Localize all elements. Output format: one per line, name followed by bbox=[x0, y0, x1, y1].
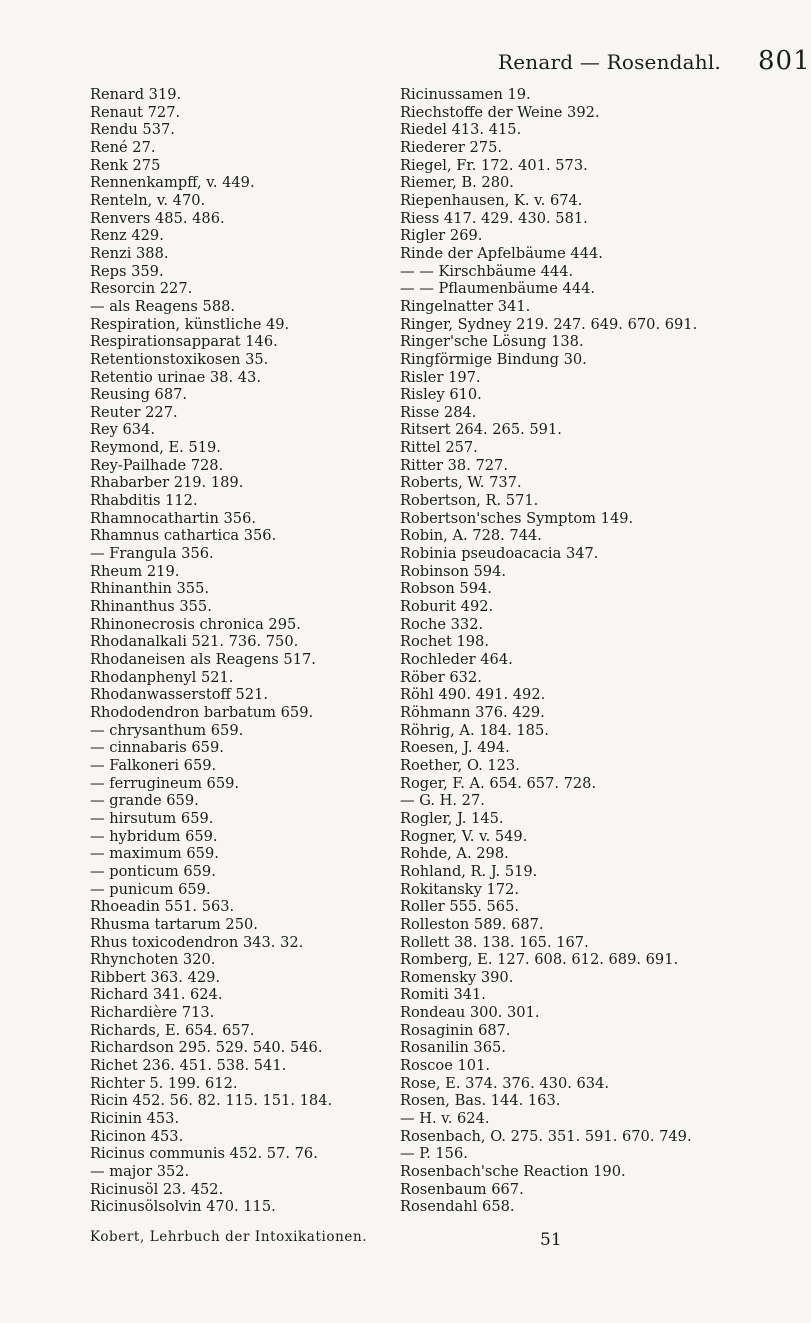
index-entry: Rollett 38. 138. 165. 167. bbox=[400, 933, 589, 951]
index-entry: Ringelnatter 341. bbox=[400, 297, 531, 315]
index-entry: — maximum 659. bbox=[90, 845, 219, 863]
index-entry: Rhabditis 112. bbox=[90, 492, 198, 510]
index-entry: Rhodaneisen als Reagens 517. bbox=[90, 651, 316, 668]
index-entry: Romensky 390. bbox=[400, 968, 514, 986]
index-entry: — chrysanthum 659. bbox=[90, 721, 244, 739]
index-entry: Röhmann 376. 429. bbox=[400, 703, 545, 721]
index-entry: Renzi 388. bbox=[90, 244, 169, 262]
index-entry: Rhinanthus 355. bbox=[90, 598, 212, 616]
index-entry: — hirsutum 659. bbox=[90, 809, 214, 827]
index-entry: Rochet 198. bbox=[400, 633, 489, 651]
index-entry: Richter 5. 199. 612. bbox=[90, 1074, 238, 1092]
index-entry: Rhodanalkali 521. 736. 750. bbox=[90, 633, 299, 651]
index-entry: Richards, E. 654. 657. bbox=[90, 1021, 255, 1039]
index-entry: Roesen, J. 494. bbox=[400, 739, 510, 757]
index-entry: — Frangula 356. bbox=[90, 545, 214, 563]
index-entry: Ricinus communis 452. 57. 76. bbox=[90, 1145, 318, 1163]
index-entry: Rondeau 300. 301. bbox=[400, 1004, 540, 1022]
index-entry: Ringer, Sydney 219. 247. 649. 670. 691. bbox=[400, 315, 698, 333]
index-entry: Renvers 485. 486. bbox=[90, 209, 225, 227]
index-entry: Roberts, W. 737. bbox=[400, 474, 522, 492]
index-entry: Röber 632. bbox=[400, 668, 482, 686]
index-entry: Retentionstoxikosen 35. bbox=[90, 350, 269, 368]
index-entry: Rohde, A. 298. bbox=[400, 845, 509, 863]
index-entry: — cinnabaris 659. bbox=[90, 739, 224, 757]
index-entry: Ritter 38. 727. bbox=[400, 456, 508, 474]
index-entry: Rheum 219. bbox=[90, 562, 180, 580]
index-entry: Ricinussamen 19. bbox=[400, 86, 531, 103]
index-entry: Ringer'sche Lösung 138. bbox=[400, 333, 584, 351]
index-entry: Ribbert 363. 429. bbox=[90, 968, 221, 986]
index-column-left bbox=[90, 86, 400, 1216]
index-entry: Reuter 227. bbox=[90, 403, 178, 421]
index-entry: Renaut 727. bbox=[90, 103, 181, 121]
index-entry: Riemer, B. 280. bbox=[400, 174, 514, 192]
index-entry: Rhinanthin 355. bbox=[90, 580, 210, 598]
index-entry: Roscoe 101. bbox=[400, 1057, 490, 1075]
index-entry: Renk 275 bbox=[90, 156, 161, 174]
index-entry: Rogner, V. v. 549. bbox=[400, 827, 528, 845]
index-entry: Renard 319. bbox=[90, 86, 182, 103]
index-entry: Röhl 490. 491. 492. bbox=[400, 686, 546, 704]
index-entry: Riepenhausen, K. v. 674. bbox=[400, 191, 583, 209]
index-entry: — grande 659. bbox=[90, 792, 199, 810]
index-entry: Rhamnocathartin 356. bbox=[90, 509, 256, 527]
index-entry: — Falkoneri 659. bbox=[90, 756, 217, 774]
index-entry: Romberg, E. 127. 608. 612. 689. 691. bbox=[400, 951, 679, 969]
index-entry: Roburit 492. bbox=[400, 598, 494, 616]
index-entry: — hybridum 659. bbox=[90, 827, 218, 845]
index-entry: Riess 417. 429. 430. 581. bbox=[400, 209, 588, 227]
index-entry: — — Pflaumenbäume 444. bbox=[400, 280, 596, 298]
index-entry: Robson 594. bbox=[400, 580, 492, 598]
index-entry: — P. 156. bbox=[400, 1145, 468, 1163]
index-entry: — H. v. 624. bbox=[400, 1110, 490, 1128]
index-entry: Riedel 413. 415. bbox=[400, 121, 522, 139]
index-entry: Retentio urinae 38. 43. bbox=[90, 368, 261, 386]
index-entry: Röhrig, A. 184. 185. bbox=[400, 721, 549, 739]
index-entry: Rhodanphenyl 521. bbox=[90, 668, 234, 686]
index-entry: Rosaginin 687. bbox=[400, 1021, 511, 1039]
index-entry: Resorcin 227. bbox=[90, 280, 193, 298]
index-entry: Ritsert 264. 265. 591. bbox=[400, 421, 562, 439]
index-entry: Ricin 452. 56. 82. 115. 151. 184. bbox=[90, 1092, 333, 1110]
index-entry: Rosenbach'sche Reaction 190. bbox=[400, 1163, 626, 1181]
index-entry: Renz 429. bbox=[90, 227, 164, 245]
footer-book-title: Kobert, Lehrbuch der Intoxikationen. bbox=[90, 1229, 368, 1245]
running-title: Renard — Rosendahl. bbox=[498, 50, 722, 74]
index-entry: — G. H. 27. bbox=[400, 792, 485, 810]
index-entry: Richard 341. 624. bbox=[90, 986, 223, 1004]
index-entry: Ricinusölsolvin 470. 115. bbox=[90, 1198, 276, 1216]
index-entry: Romiti 341. bbox=[400, 986, 486, 1004]
index-entry: — punicum 659. bbox=[90, 880, 211, 898]
index-entry: Rokitansky 172. bbox=[400, 880, 519, 898]
index-entry: Rosendahl 658. bbox=[400, 1198, 515, 1216]
index-entry: Rolleston 589. 687. bbox=[400, 915, 544, 933]
index-entry: Rhabarber 219. 189. bbox=[90, 474, 244, 492]
index-entry: Rhododendron barbatum 659. bbox=[90, 703, 314, 721]
index-entry: Rose, E. 374. 376. 430. 634. bbox=[400, 1074, 610, 1092]
index-entry: Richardière 713. bbox=[90, 1004, 215, 1022]
index-column-right bbox=[400, 86, 790, 1216]
index-entry: Rogler, J. 145. bbox=[400, 809, 504, 827]
index-entry: Robinia pseudoacacia 347. bbox=[400, 545, 599, 563]
index-entry: Risley 610. bbox=[400, 386, 482, 404]
index-entry: Robertson, R. 571. bbox=[400, 492, 539, 510]
index-entry: Rhoeadin 551. 563. bbox=[90, 898, 235, 916]
index-entry: Rosenbaum 667. bbox=[400, 1180, 524, 1198]
index-entry: Reps 359. bbox=[90, 262, 164, 280]
index-entry: Rennenkampff, v. 449. bbox=[90, 174, 255, 192]
index-entry: — major 352. bbox=[90, 1163, 190, 1181]
index-entry: Rhusma tartarum 250. bbox=[90, 915, 258, 933]
index-entry: Rhodanwasserstoff 521. bbox=[90, 686, 269, 704]
index-entry: Riederer 275. bbox=[400, 138, 502, 156]
index-entry: — — Kirschbäume 444. bbox=[400, 262, 574, 280]
index-entry: Riegel, Fr. 172. 401. 573. bbox=[400, 156, 588, 174]
index-entry: — ponticum 659. bbox=[90, 862, 216, 880]
index-entry: Rhinonecrosis chronica 295. bbox=[90, 615, 301, 633]
index-entry: Robinson 594. bbox=[400, 562, 506, 580]
index-entry: Risler 197. bbox=[400, 368, 481, 386]
index-entry: Richardson 295. 529. 540. 546. bbox=[90, 1039, 323, 1057]
index-entry: Riechstoffe der Weine 392. bbox=[400, 103, 600, 121]
index-entry: Rhamnus cathartica 356. bbox=[90, 527, 277, 545]
index-entry: Rhus toxicodendron 343. 32. bbox=[90, 933, 304, 951]
index-entry: Risse 284. bbox=[400, 403, 477, 421]
index-entry: Renteln, v. 470. bbox=[90, 191, 206, 209]
index-entry: Reymond, E. 519. bbox=[90, 439, 221, 457]
index-entry: Rhynchoten 320. bbox=[90, 951, 216, 969]
index-entry: Rendu 537. bbox=[90, 121, 175, 139]
page-number: 801 bbox=[758, 46, 811, 76]
index-entry: — als Reagens 588. bbox=[90, 297, 236, 315]
index-entry: Rey 634. bbox=[90, 421, 156, 439]
index-entry: Roger, F. A. 654. 657. 728. bbox=[400, 774, 597, 792]
index-entry: Reusing 687. bbox=[90, 386, 188, 404]
index-entry: Respirationsapparat 146. bbox=[90, 333, 278, 351]
index-entry: Ricinin 453. bbox=[90, 1110, 180, 1128]
index-entry: Roether, O. 123. bbox=[400, 756, 520, 774]
index-entry: Rigler 269. bbox=[400, 227, 483, 245]
index-entry: Rey-Pailhade 728. bbox=[90, 456, 224, 474]
index-entry: Ricinusöl 23. 452. bbox=[90, 1180, 224, 1198]
index-entry: Robin, A. 728. 744. bbox=[400, 527, 542, 545]
index-entry: Ricinon 453. bbox=[90, 1127, 184, 1145]
footer-signature-number: 51 bbox=[540, 1230, 562, 1250]
index-entry: Robertson'sches Symptom 149. bbox=[400, 509, 634, 527]
index-entry: René 27. bbox=[90, 138, 156, 156]
index-entry: Rohland, R. J. 519. bbox=[400, 862, 538, 880]
index-entry: Rochleder 464. bbox=[400, 651, 513, 668]
index-entry: Rittel 257. bbox=[400, 439, 478, 457]
index-entry: Rinde der Apfelbäume 444. bbox=[400, 244, 603, 262]
index-entry: Richet 236. 451. 538. 541. bbox=[90, 1057, 287, 1075]
index-entry: Rosenbach, O. 275. 351. 591. 670. 749. bbox=[400, 1127, 692, 1145]
index-entry: Ringförmige Bindung 30. bbox=[400, 350, 587, 368]
index-entry: Roller 555. 565. bbox=[400, 898, 519, 916]
index-entry: — ferrugineum 659. bbox=[90, 774, 240, 792]
index-entry: Rosanilin 365. bbox=[400, 1039, 506, 1057]
index-entry: Rosen, Bas. 144. 163. bbox=[400, 1092, 561, 1110]
index-entry: Roche 332. bbox=[400, 615, 484, 633]
index-entry: Respiration, künstliche 49. bbox=[90, 315, 290, 333]
